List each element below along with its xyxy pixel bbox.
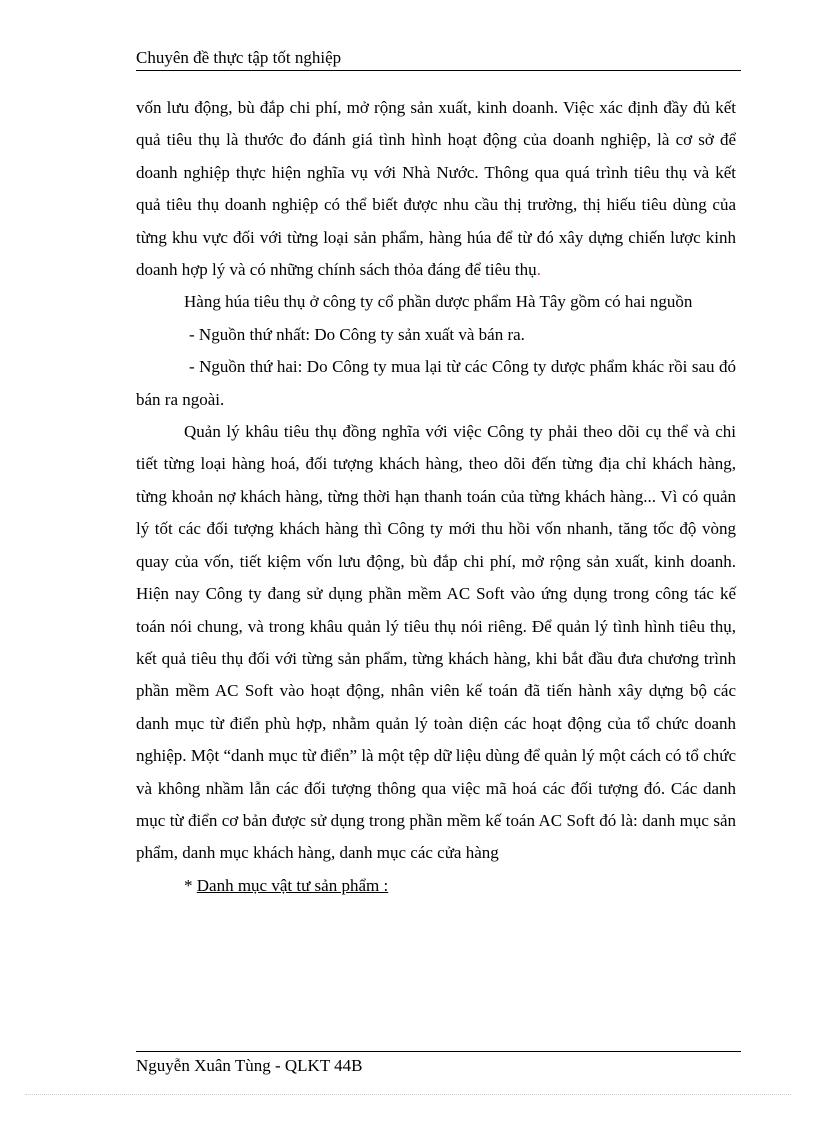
paragraph-1 bbox=[136, 92, 736, 286]
paragraph-1-end-mark: . bbox=[536, 260, 541, 280]
section-bullet: * bbox=[184, 875, 193, 895]
document-body bbox=[136, 92, 736, 902]
page-header bbox=[136, 48, 741, 71]
page-footer bbox=[136, 1056, 363, 1076]
paragraph-1-text: vốn lưu động, bù đắp chi phí, mở rộng sản xuất, kinh doanh. Việc xác định đầy đủ kết quả tiêu thụ là thước đo đánh giá tình hình hoạt động của doanh nghiệp, là cơ sở để doanh nghiệp thực hiện nghĩa vụ với Nhà Nước. Thông qua quá trình tiêu thụ và kết quả tiêu thụ doanh nghiệp có thể biết được nhu cầu thị trường, thị hiếu tiêu dùng của từng khu vực đối với từng loại sản phẩm, hàng húa để từ đó xây dựng chiến lược kinh doanh hợp lý và có những chính sách thỏa đáng để tiêu thụ bbox=[136, 98, 736, 280]
footer-divider bbox=[136, 1051, 741, 1052]
header-title: Chuyên đề thực tập tốt nghiệp bbox=[136, 48, 342, 67]
footer-author: Nguyễn Xuân Tùng - QLKT 44B bbox=[136, 1056, 363, 1075]
section-title: Danh mục vật tư sản phẩm : bbox=[196, 875, 389, 895]
page-edge-divider bbox=[25, 1094, 791, 1095]
section-heading bbox=[136, 870, 736, 902]
paragraph-3: Quản lý khâu tiêu thụ đồng nghĩa với việc Công ty phải theo dõi cụ thể và chi tiết từng loại hàng hoá, đối tượng khách hàng, theo dõi đến từng địa chỉ khách hàng, từng khoản nợ khách hàng, từng thời hạn thanh toán của từng khách hàng... Vì có quản lý tốt các đối tượng khách hàng thì Công ty mới thu hồi vốn nhanh, tăng tốc độ vòng quay của vốn, tiết kiệm vốn lưu động, bù đắp chi phí, mở rộng sản xuất, kinh doanh. Hiện nay Công ty đang sử dụng phần mềm AC Soft vào ứng dụng trong công tác kế toán nói chung, và trong khâu quản lý tiêu thụ nói riêng. Để quản lý tình hình tiêu thụ, kết quả tiêu thụ đối với từng sản phẩm, từng khách hàng, khi bắt đầu đưa chương trình phần mềm AC Soft vào hoạt động, nhân viên kế toán đã tiến hành xây dựng bộ các danh mục từ điển phù hợp, nhằm quản lý toàn diện các hoạt động của tổ chức doanh nghiệp. Một “danh mục từ điển” là một tệp dữ liệu dùng để quản lý một cách có tổ chức và không nhầm lẫn các đối tượng thông qua việc mã hoá các đối tượng đó. Các danh mục từ điển cơ bản được sử dụng trong phần mềm kế toán AC Soft đó là: danh mục sản phẩm, danh mục khách hàng, danh mục các cửa hàng bbox=[136, 422, 736, 863]
paragraph-2: Hàng húa tiêu thụ ở công ty cổ phần dược phẩm Hà Tây gồm có hai nguồn bbox=[184, 292, 693, 312]
bullet-source-2: - Nguồn thứ hai: Do Công ty mua lại từ các Công ty dược phẩm khác rồi sau đó bán ra ngoài. bbox=[136, 357, 736, 409]
bullet-source-1: - Nguồn thứ nhất: Do Công ty sản xuất và bán ra. bbox=[189, 324, 525, 344]
